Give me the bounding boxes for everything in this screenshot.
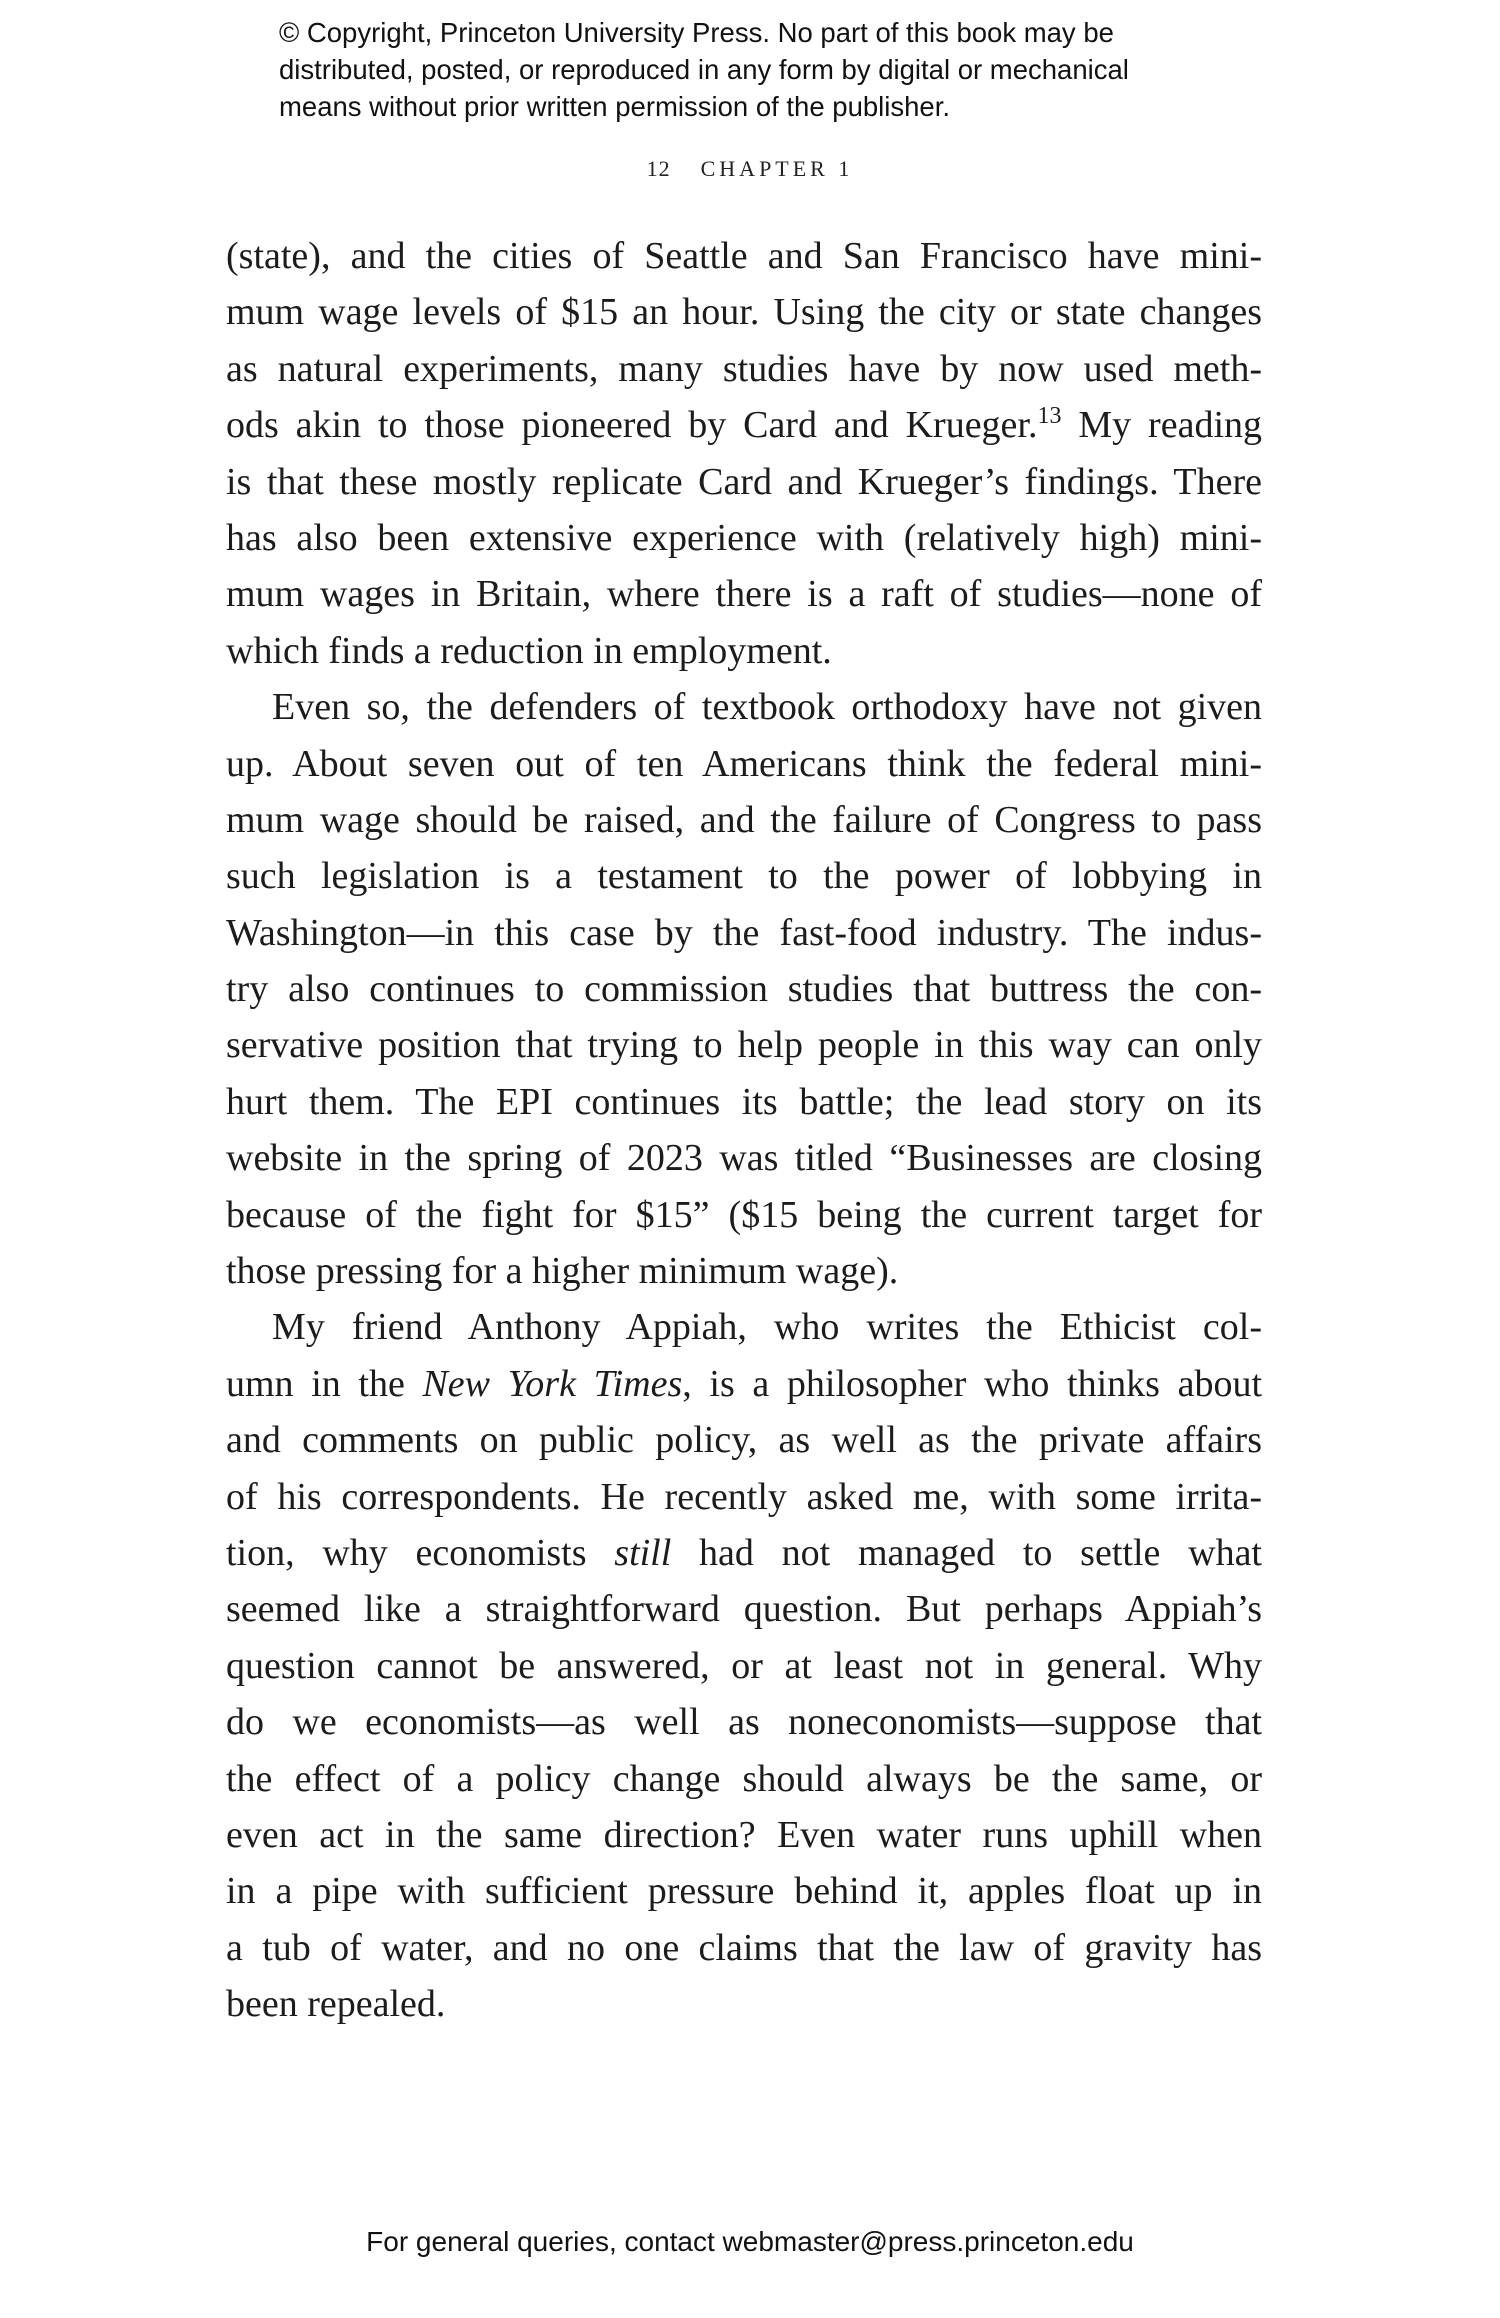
text-line: website in the spring of 2023 was titled “Businesses are closing [226,1137,1262,1180]
copyright-line: © Copyright, Princeton University Press. No part of this book may be [279,17,1114,48]
text-line: do we economists—as well as noneconomists—suppose that [226,1701,1262,1744]
text-line: as natural experiments, many studies have by now used meth- [226,347,1262,390]
text-line [226,1356,1262,1412]
text-segment: ods akin to those pioneered by Card and Krueger. [226,404,1038,447]
text-line: such legislation is a testament to the power of lobbying in [226,855,1262,898]
italic-emphasis: still [614,1531,672,1574]
text-line: which finds a reduction in employment. [226,629,832,672]
copyright-notice [279,14,1279,125]
text-line [226,1525,1262,1581]
text-line: seemed like a straightforward question. But perhaps Appiah’s [226,1588,1262,1631]
text-line [226,397,1262,453]
text-line: try also continues to commission studies that buttress the con- [226,968,1262,1011]
text-segment: My reading [1061,404,1263,447]
text-segment: had not managed to settle what [671,1531,1262,1574]
text-line: up. About seven out of ten Americans think the federal mini- [226,742,1262,785]
text-segment: umn in the [226,1362,423,1405]
text-line: question cannot be answered, or at least not in general. Why [226,1644,1262,1687]
chapter-label: CHAPTER 1 [700,156,854,181]
text-line: because of the fight for $15” ($15 being the current target for [226,1193,1262,1236]
running-head [0,156,1500,182]
text-line: is that these mostly replicate Card and Krueger’s findings. There [226,460,1262,503]
text-line: mum wages in Britain, where there is a raft of studies—none of [226,573,1262,616]
text-line: even act in the same direction? Even water runs uphill when [226,1813,1262,1856]
text-line: and comments on public policy, as well as the private affairs [226,1419,1262,1462]
text-line: the effect of a policy change should always be the same, or [226,1757,1262,1800]
text-line: been repealed. [226,1983,446,2026]
footnote-marker: 13 [1037,403,1062,430]
text-line: a tub of water, and no one claims that the law of gravity has [226,1926,1262,1969]
text-segment: , is a philosopher who thinks about [682,1362,1262,1405]
text-line: those pressing for a higher minimum wage). [226,1250,899,1293]
text-line: of his correspondents. He recently asked me, with some irrita- [226,1475,1262,1518]
body-text [226,228,1262,2033]
text-line: mum wage levels of $15 an hour. Using the city or state changes [226,291,1262,334]
text-line: Even so, the defenders of textbook orthodoxy have not given [272,686,1262,729]
italic-title: New York Times [422,1362,683,1405]
footer-contact: For general queries, contact webmaster@press.princeton.edu [366,2226,1134,2257]
text-line: Washington—in this case by the fast-food industry. The indus- [226,911,1262,954]
text-line: has also been extensive experience with (relatively high) mini- [226,516,1262,559]
text-line: mum wage should be raised, and the failure of Congress to pass [226,798,1262,841]
copyright-line: means without prior written permission of the publisher. [279,91,951,122]
text-line: My friend Anthony Appiah, who writes the Ethicist col- [272,1306,1262,1349]
text-segment: tion, why economists [226,1531,615,1574]
text-line: servative position that trying to help people in this way can only [226,1024,1262,1067]
page-number: 12 [646,156,671,181]
copyright-line: distributed, posted, or reproduced in any form by digital or mechanical [279,54,1129,85]
text-line: in a pipe with sufficient pressure behind it, apples float up in [226,1870,1262,1913]
text-line: hurt them. The EPI continues its battle; the lead story on its [226,1080,1262,1123]
text-line: (state), and the cities of Seattle and San Francisco have mini- [226,235,1262,277]
